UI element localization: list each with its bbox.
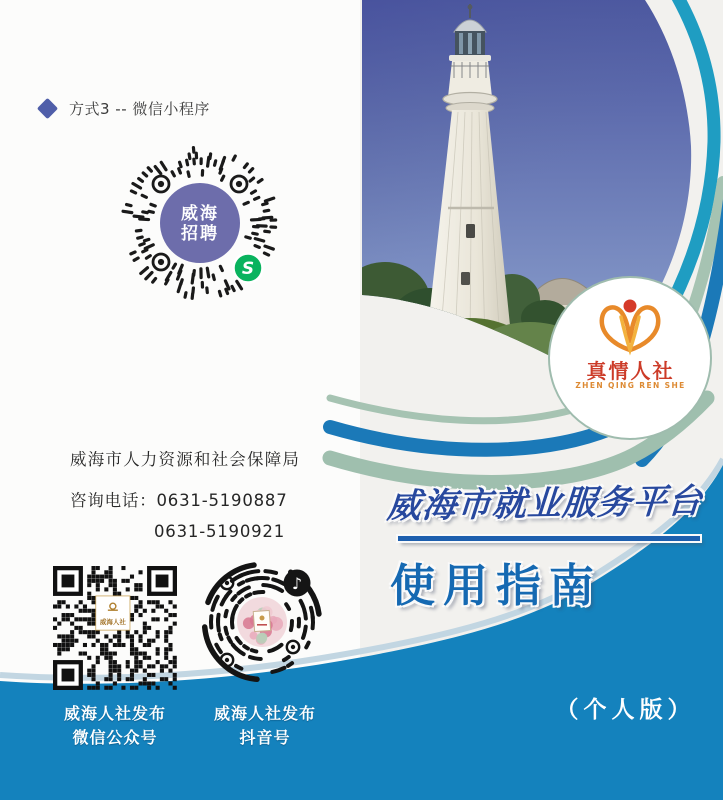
phone-line-1 (70, 487, 288, 511)
method-item (40, 98, 210, 119)
platform-title: 威海市就业服务平台 (385, 481, 704, 527)
caption-wechat-official (50, 702, 180, 750)
phone-number-2: 0631-5190921 (154, 522, 286, 541)
logo-name-cn: 真情人社 (586, 359, 675, 383)
diamond-bullet-icon (37, 98, 58, 119)
phone-number-1: 0631-5190887 (156, 491, 288, 510)
logo-name-en: ZHEN QING REN SHE (575, 381, 686, 390)
caption-wechat-line1: 威海人社发布 (63, 704, 166, 723)
caption-wechat-line2: 微信公众号 (72, 728, 158, 747)
svg-text:威海: 威海 (181, 204, 219, 224)
caption-douyin-line2: 抖音号 (239, 728, 291, 747)
music-note-icon: ♪ (291, 574, 303, 593)
caption-douyin-line1: 威海人社发布 (213, 704, 316, 723)
edition-label: （个人版） (555, 697, 696, 723)
bureau-name: 威海市人力资源和社会保障局 (70, 450, 301, 469)
phone-label: 咨询电话： (70, 491, 157, 510)
title-divider (398, 536, 700, 541)
caption-douyin (198, 702, 332, 750)
guide-subtitle: 使用指南 (390, 559, 603, 612)
method-label: 方式3 -- 微信小程序 (69, 100, 210, 118)
svg-text:威海人社: 威海人社 (99, 618, 126, 627)
svg-text:招聘: 招聘 (181, 224, 219, 244)
wechat-miniprogram-icon: S (241, 259, 255, 279)
